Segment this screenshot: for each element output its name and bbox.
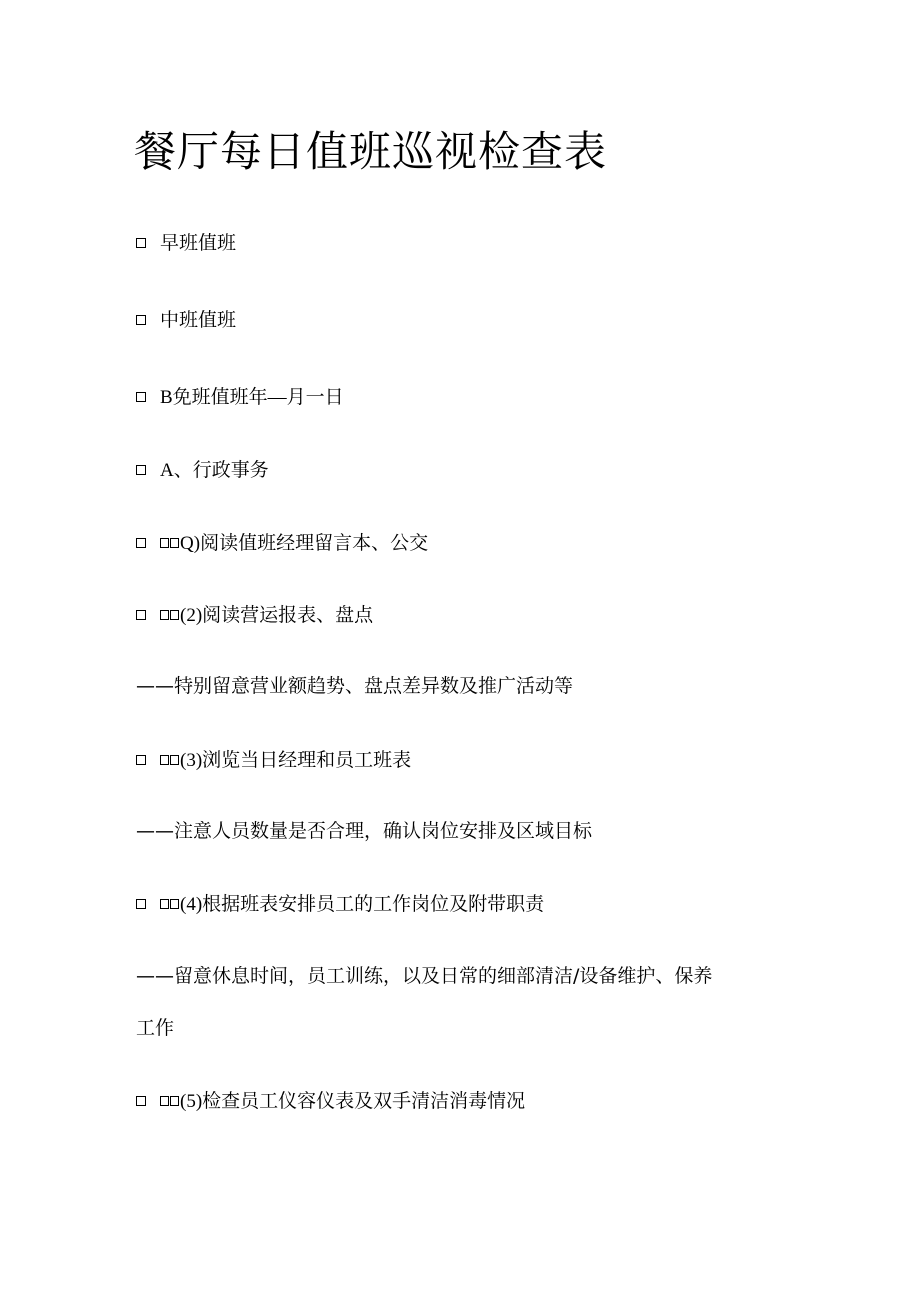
shift-label: 中班值班 xyxy=(160,309,237,331)
note-text: 工作 xyxy=(136,1017,175,1039)
item-number: (5) xyxy=(180,1091,203,1112)
note-text: ——特别留意营业额趋势、盘点差异数及推广活动等 xyxy=(136,675,574,697)
shift-option-morning[interactable] xyxy=(136,229,236,257)
shift-label: 早班值班 xyxy=(160,232,237,254)
shift-option-night[interactable] xyxy=(136,383,344,412)
item-text: 检查员工仪容仪表及双手清洁消毒情况 xyxy=(202,1090,526,1112)
item-text: 浏览当日经理和员工班表 xyxy=(202,749,412,771)
shift-option-middle[interactable] xyxy=(136,306,236,334)
item-note xyxy=(136,962,712,990)
item-text: 根据班表安排员工的工作岗位及附带职责 xyxy=(202,893,545,915)
item-number: (2) xyxy=(180,605,203,626)
checklist-item[interactable] xyxy=(136,889,544,919)
checkbox-icon[interactable] xyxy=(136,465,146,475)
item-note xyxy=(136,817,592,845)
checkbox-icon[interactable] xyxy=(136,538,146,548)
placeholder-boxes-icon xyxy=(160,889,180,917)
checklist-item[interactable] xyxy=(136,528,428,558)
section-a-heading[interactable] xyxy=(136,456,269,485)
section-label: A、行政事务 xyxy=(160,460,269,481)
item-note-continuation xyxy=(136,1014,174,1042)
placeholder-boxes-icon xyxy=(160,745,180,773)
checkbox-icon[interactable] xyxy=(136,238,146,248)
item-number: Q) xyxy=(180,533,201,554)
item-number: (4) xyxy=(180,894,203,915)
checkbox-icon[interactable] xyxy=(136,755,146,765)
note-text: ——留意休息时间，员工训练，以及日常的细部清洁/设备维护、保养 xyxy=(136,965,713,987)
checklist-item[interactable] xyxy=(136,745,411,775)
document-title: 餐厅每日值班巡视检查表 xyxy=(134,127,608,176)
checkbox-icon[interactable] xyxy=(136,1096,146,1106)
item-text: 阅读值班经理留言本、公交 xyxy=(200,532,429,554)
shift-label: B免班值班年—月一日 xyxy=(160,387,344,408)
note-text: ——注意人员数量是否合理，确认岗位安排及区域目标 xyxy=(136,820,593,842)
checklist-item[interactable] xyxy=(136,600,373,630)
checklist-item[interactable] xyxy=(136,1086,525,1116)
checkbox-icon[interactable] xyxy=(136,392,146,402)
placeholder-boxes-icon xyxy=(160,600,180,628)
checkbox-icon[interactable] xyxy=(136,899,146,909)
checkbox-icon[interactable] xyxy=(136,315,146,325)
placeholder-boxes-icon xyxy=(160,1086,180,1114)
checkbox-icon[interactable] xyxy=(136,610,146,620)
item-note xyxy=(136,672,573,700)
item-text: 阅读营运报表、盘点 xyxy=(202,604,374,626)
placeholder-boxes-icon xyxy=(160,528,180,556)
item-number: (3) xyxy=(180,750,203,771)
